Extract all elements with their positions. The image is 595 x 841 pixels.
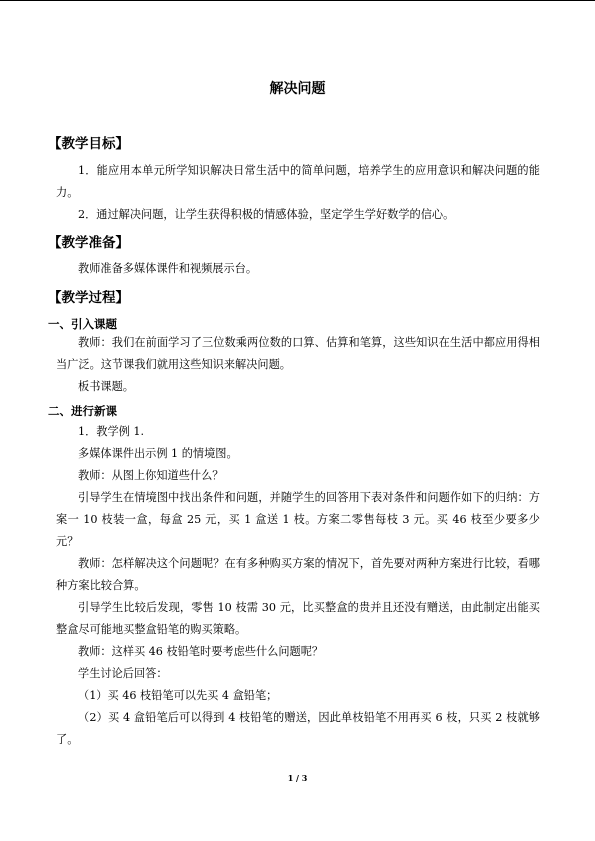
section-2-para: 教师：怎样解决这个问题呢？在有多种购买方案的情况下，首先要对两种方案进行比较，看哪种方案比较合算。 — [56, 557, 540, 592]
heading-goals: 【教学目标】 — [48, 136, 129, 152]
section-2-para: （1）买 46 枝铅笔可以先买 4 盒铅笔； — [78, 689, 278, 702]
page-title: 解决问题 — [269, 81, 326, 97]
section-2-para: 引导学生比较后发现，零售 10 枝需 30 元，比买整盒的贵并且还没有赠送，由此制定出能买整盒尽可能地买整盒铅笔的购买策略。 — [56, 601, 540, 636]
section-2-para: 引导学生在情境图中找出条件和问题，并随学生的回答用下表对条件和问题作如下的归纳：方案一 10 枝装一盒，每盒 25 元，买 1 盒送 1 枝。方案二零售每枝 3 元。买 46 枝至少要多少元？ — [56, 491, 540, 548]
section-1-para: 板书课题。 — [78, 380, 134, 393]
prep-text: 教师准备多媒体课件和视频展示台。 — [78, 262, 258, 275]
section-2-para: 多媒体课件出示例 1 的情境图。 — [78, 447, 238, 460]
goal-2: 2．通过解决问题，让学生获得积极的情感体验，坚定学生学好数学的信心。 — [78, 208, 455, 221]
page-number: 1 / 3 — [287, 773, 308, 783]
section-2-title: 二、进行新课 — [48, 404, 117, 418]
section-2-para: 教师：这样买 46 枝铅笔时要考虑些什么问题呢？ — [78, 645, 324, 658]
section-2-para: （2）买 4 盒铅笔后可以得到 4 枝铅笔的赠送，因此单枝铅笔不用再买 6 枝，只买 2 枝就够了。 — [56, 711, 540, 746]
goal-1: 1．能应用本单元所学知识解决日常生活中的简单问题，培养学生的应用意识和解决问题的能力。 — [56, 164, 540, 199]
section-2-para: 教师：从图上你知道些什么？ — [78, 469, 224, 482]
heading-prep: 【教学准备】 — [48, 235, 129, 251]
section-2-para: 学生讨论后回答： — [78, 667, 168, 680]
section-1-para: 教师：我们在前面学习了三位数乘两位数的口算、估算和笔算，这些知识在生活中都应用得相当广泛。这节课我们就用这些知识来解决问题。 — [56, 336, 540, 371]
top-rule — [0, 0, 595, 1]
section-2-para: 1．教学例 1. — [78, 425, 145, 438]
section-1-title: 一、引入课题 — [48, 317, 117, 331]
heading-process: 【教学过程】 — [48, 290, 129, 306]
